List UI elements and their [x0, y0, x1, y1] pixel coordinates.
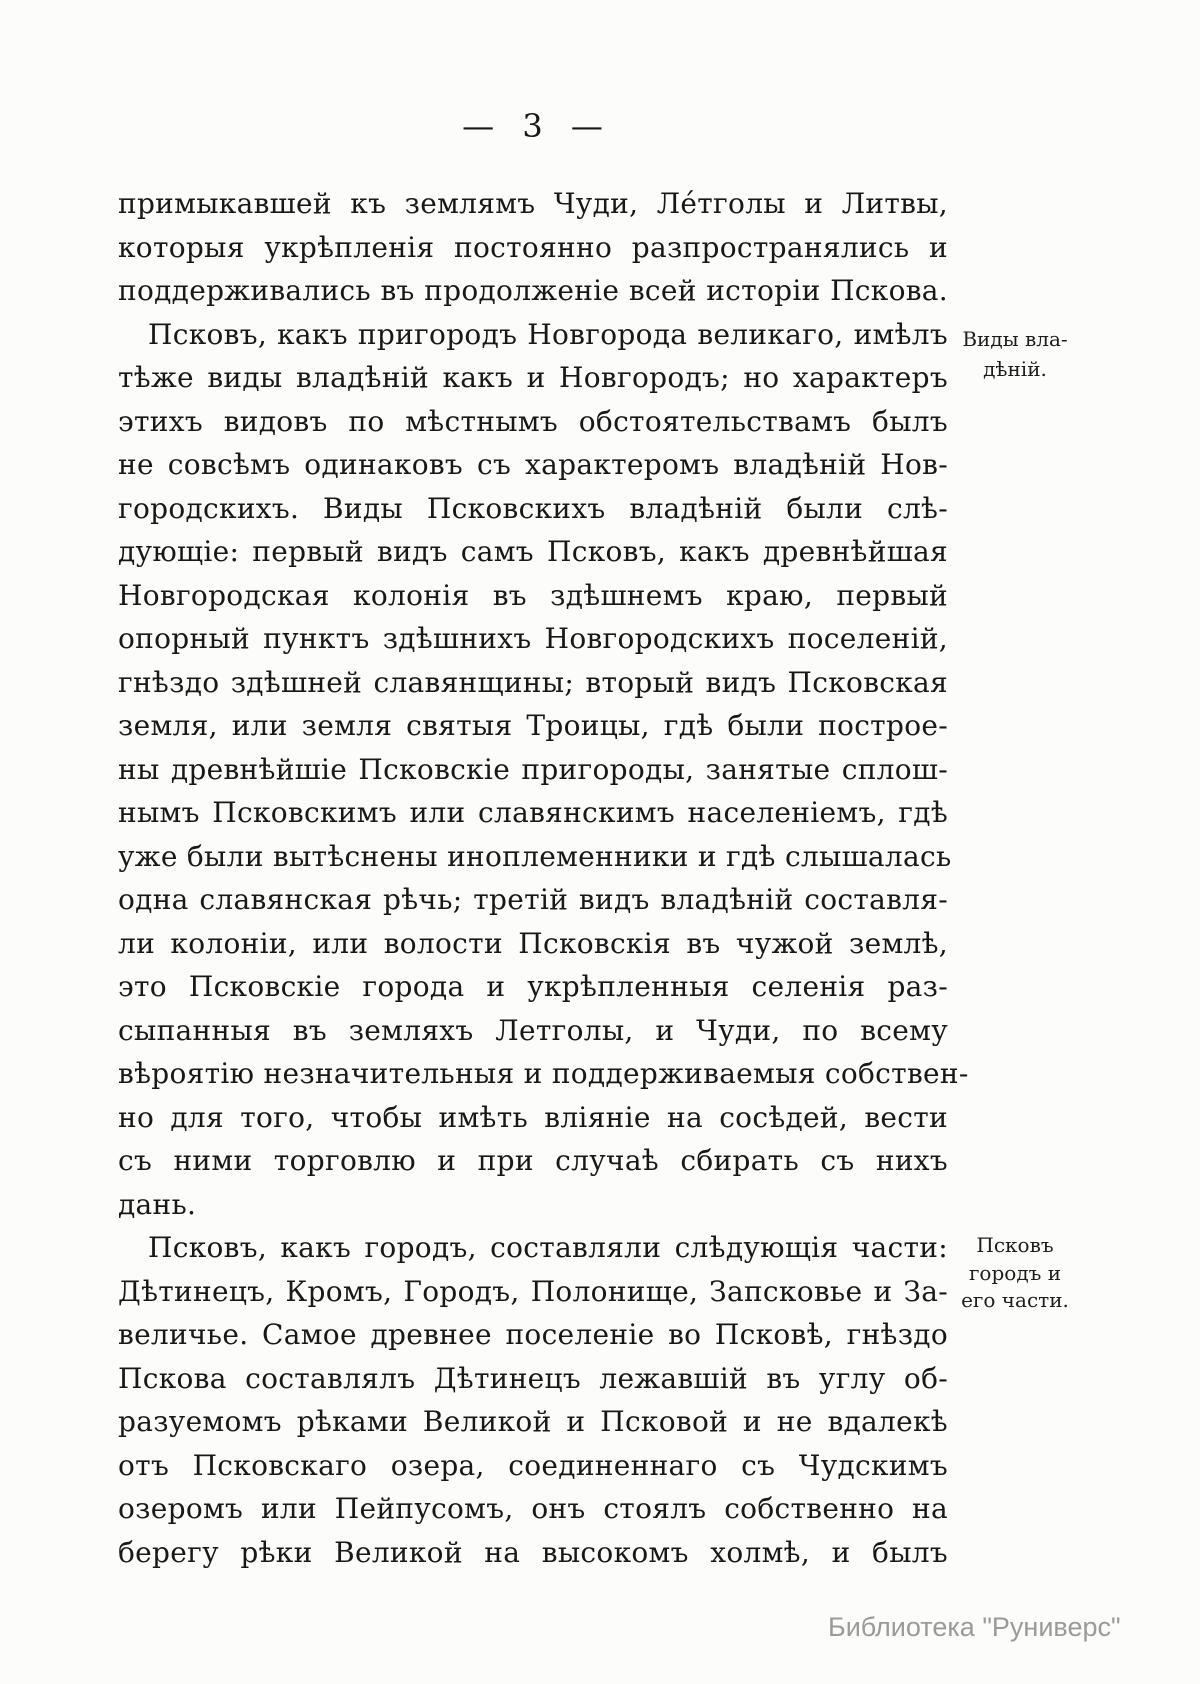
text-line: этихъ видовъ по мѣстнымъ обстоятельствамъ былъ: [118, 404, 948, 438]
text-line paragraph-start: Псковъ, какъ городъ, составляли слѣдующія части:: [148, 1231, 948, 1264]
text-line: ны древнѣйшіе Псковскіе пригороды, занятые сплош-: [118, 752, 948, 786]
text-line: которыя укрѣпленія постоянно разпространялись и: [118, 230, 948, 264]
margin-note-line: его части.: [961, 1288, 1069, 1312]
text-line: не совсѣмъ одинаковъ съ характеромъ владѣній Нов-: [118, 448, 948, 481]
margin-note-line: Псковъ: [976, 1233, 1054, 1257]
text-line: разуемомъ рѣками Великой и Псковой и не вдалекѣ: [118, 1405, 948, 1438]
margin-note-line: дѣній.: [983, 357, 1047, 381]
text-line: дующіе: первый видъ самъ Псковъ, какъ древнѣйшая: [118, 535, 948, 568]
text-line: это Псковскіе города и укрѣпленныя селенія раз-: [118, 970, 948, 1003]
text-line: городскихъ. Виды Псковскихъ владѣній были слѣ-: [118, 491, 948, 525]
text-line: вѣроятію незначительныя и поддерживаемыя собствен-: [118, 1057, 969, 1090]
text-line: но для того, чтобы имѣть вліяніе на сосѣдей, вести: [118, 1100, 948, 1134]
margin-note-vidy-vladeniy: [948, 324, 1082, 384]
text-line: Дѣтинецъ, Кромъ, Городъ, Полонище, Запсковье и За-: [118, 1274, 948, 1308]
margin-note-line: Виды вла-: [962, 327, 1068, 351]
text-line: Пскова составлялъ Дѣтинецъ лежавшій въ углу об-: [118, 1361, 948, 1395]
text-line: примыкавшей къ землямъ Чуди, Ле́тголы и Литвы,: [118, 187, 948, 220]
text-line: уже были вытѣснены иноплеменники и гдѣ слышалась: [118, 839, 952, 873]
margin-note-pskov-parts: [948, 1232, 1082, 1315]
text-line: тѣже виды владѣній какъ и Новгородъ; но характеръ: [118, 361, 948, 394]
runivers-library-watermark: Библиотека "Руниверс": [828, 1612, 1121, 1642]
text-line: одна славянская рѣчь; третій видъ владѣній составля-: [118, 883, 948, 916]
text-line: съ ними торговлю и при случаѣ сбирать съ нихъ: [118, 1144, 948, 1177]
text-line: озеромъ или Пейпусомъ, онъ стоялъ собственно на: [118, 1492, 948, 1525]
page-number: — 3 —: [462, 107, 604, 145]
text-line: Новгородская колонія въ здѣшнемъ краю, первый: [118, 578, 948, 612]
text-line paragraph-start: Псковъ, какъ пригородъ Новгорода великаго, имѣлъ: [148, 317, 948, 351]
text-line: берегу рѣки Великой на высокомъ холмѣ, и былъ: [118, 1535, 948, 1569]
text-line: сыпанныя въ земляхъ Летголы, и Чуди, по всему: [118, 1013, 948, 1047]
text-line: ли колоніи, или волости Псковскія въ чужой землѣ,: [118, 926, 948, 960]
text-line: поддерживались въ продолженіе всей исторіи Пскова.: [118, 274, 948, 307]
body-text: [118, 182, 969, 1574]
text-line: отъ Псковскаго озера, соединеннаго съ Чудскимъ: [118, 1448, 948, 1482]
text-line paragraph-end: дань.: [118, 1187, 197, 1221]
text-line: нымъ Псковскимъ или славянскимъ населеніемъ, гдѣ: [118, 796, 948, 829]
text-line: земля, или земля святыя Троицы, гдѣ были построе-: [118, 709, 948, 742]
text-line: величье. Самое древнее поселеніе во Псковѣ, гнѣздо: [118, 1318, 948, 1351]
text-line: гнѣздо здѣшней славянщины; вторый видъ Псковская: [118, 665, 948, 699]
margin-note-line: городъ и: [968, 1260, 1062, 1285]
text-line: опорный пунктъ здѣшнихъ Новгородскихъ поселеній,: [118, 622, 948, 655]
